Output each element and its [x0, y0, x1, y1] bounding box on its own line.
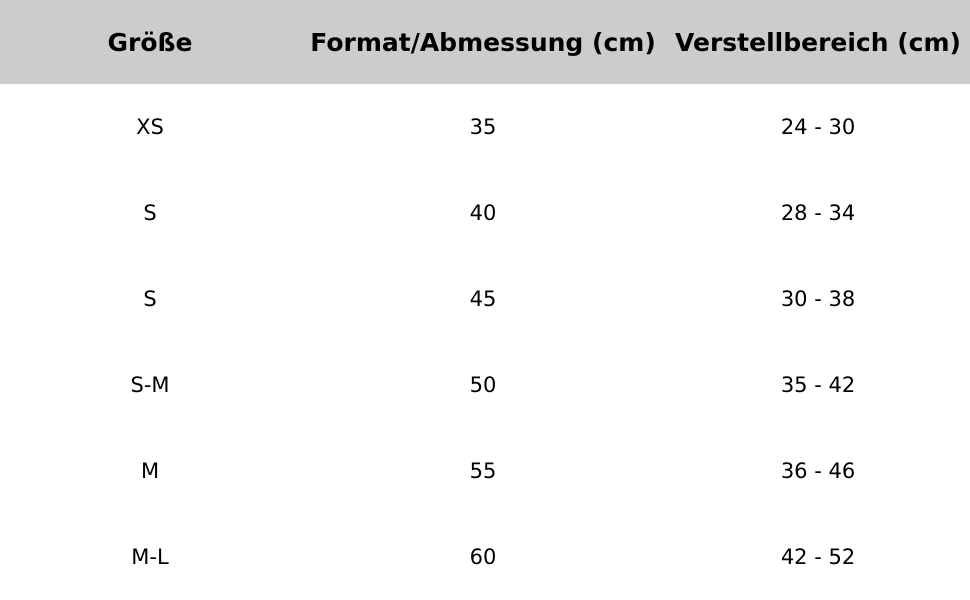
table-body	[0, 84, 970, 600]
cell-format: 55	[300, 428, 666, 514]
cell-format: 50	[300, 342, 666, 428]
cell-format: 35	[300, 84, 666, 170]
cell-adjustment-range: 30 - 38	[666, 256, 970, 342]
cell-adjustment-range: 35 - 42	[666, 342, 970, 428]
cell-size: M	[0, 428, 300, 514]
column-header-adjustment-range: Verstellbereich (cm)	[666, 0, 970, 84]
cell-size: M-L	[0, 514, 300, 600]
cell-size: S	[0, 256, 300, 342]
cell-adjustment-range: 28 - 34	[666, 170, 970, 256]
table-row	[0, 428, 970, 514]
cell-format: 60	[300, 514, 666, 600]
cell-adjustment-range: 24 - 30	[666, 84, 970, 170]
table-row	[0, 256, 970, 342]
table-row	[0, 342, 970, 428]
table-row	[0, 514, 970, 600]
cell-size: XS	[0, 84, 300, 170]
table-header-row	[0, 0, 970, 84]
table-row	[0, 170, 970, 256]
cell-adjustment-range: 36 - 46	[666, 428, 970, 514]
cell-format: 45	[300, 256, 666, 342]
column-header-format: Format/Abmessung (cm)	[300, 0, 666, 84]
table-header	[0, 0, 970, 84]
cell-size: S	[0, 170, 300, 256]
cell-adjustment-range: 42 - 52	[666, 514, 970, 600]
column-header-size: Größe	[0, 0, 300, 84]
cell-format: 40	[300, 170, 666, 256]
table-row	[0, 84, 970, 170]
cell-size: S-M	[0, 342, 300, 428]
